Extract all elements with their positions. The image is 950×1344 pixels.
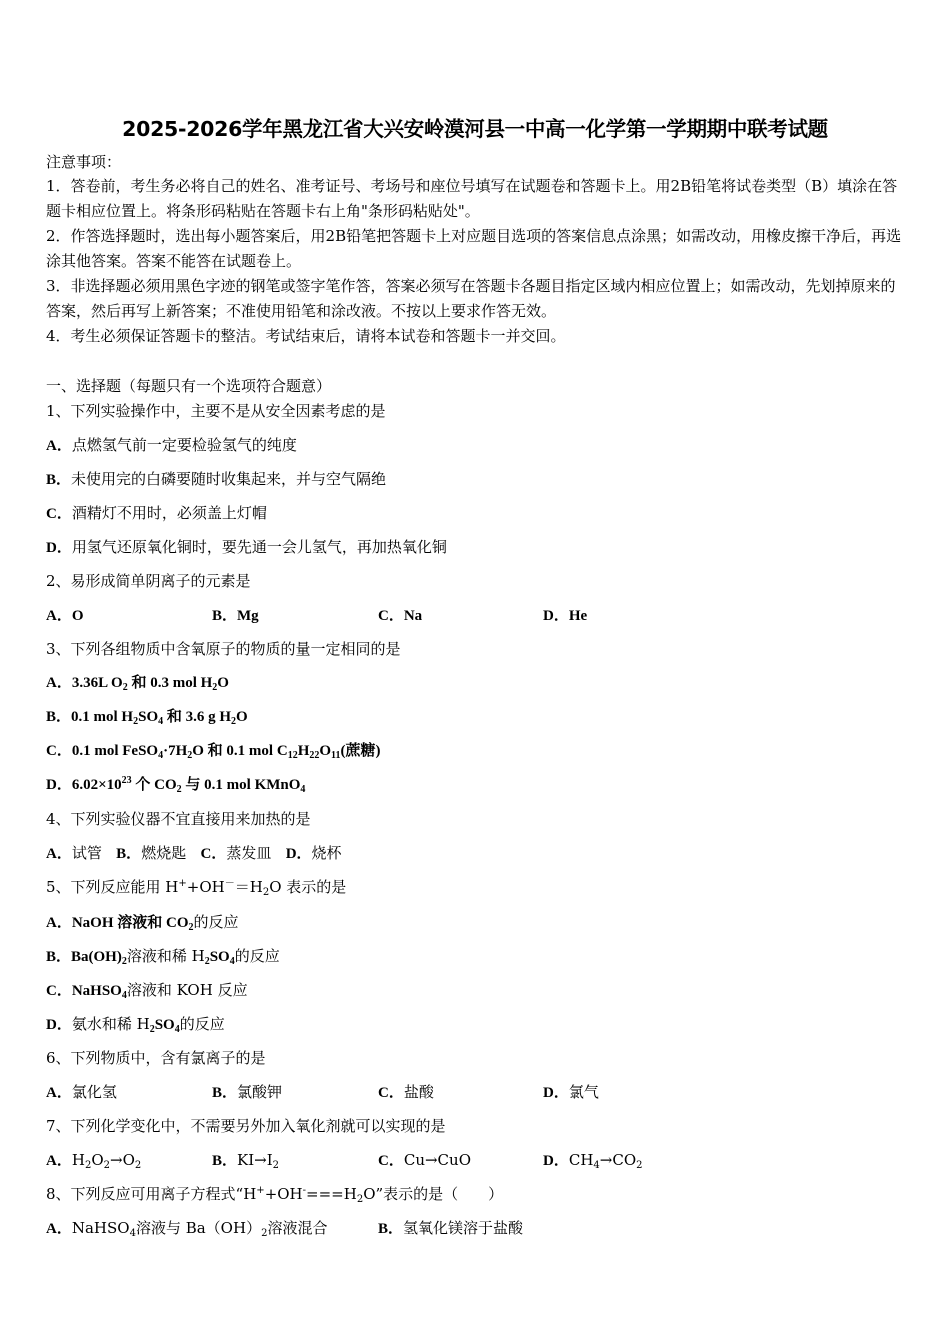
stem-text: O 表示的是: [269, 878, 347, 896]
question-5-stem: [46, 877, 346, 897]
formula-text: 3.36L O: [71, 675, 123, 691]
question-2-option-a: [46, 605, 84, 626]
question-6-option-c: [378, 1082, 434, 1103]
option-label: D．: [543, 608, 569, 624]
question-4-stem: 4、下列实验仪器不宜直接用来加热的是: [46, 810, 311, 828]
subscript: 2: [212, 682, 218, 693]
stem-text: +OH: [264, 1185, 303, 1203]
formula-text: 6.02×10: [71, 777, 122, 793]
question-2-option-d: [543, 605, 587, 626]
question-8-stem: [46, 1184, 503, 1204]
subscript: 2: [356, 1194, 364, 1205]
stem-text: 5、下列反应能用 H: [46, 878, 179, 896]
formula-text: KI→I: [237, 1151, 273, 1169]
question-7-option-d: [543, 1150, 643, 1171]
subscript: 2: [636, 1160, 643, 1171]
formula-text: Ba(OH): [71, 949, 122, 965]
superscript: －: [224, 878, 235, 889]
option-text: 烧杯: [311, 844, 342, 862]
formula-text: NaHSO: [71, 1219, 130, 1237]
option-text: 氯气: [568, 1083, 599, 1101]
option-label: A．: [46, 1221, 72, 1237]
formula-text: CH: [568, 1151, 594, 1169]
option-text: Na: [403, 608, 423, 624]
subscript: 2: [176, 784, 182, 795]
stem-text: 8、下列反应可用离子方程式“H: [46, 1185, 257, 1203]
page-title: 2025-2026学年黑龙江省大兴安岭漠河县一中高一化学第一学期期中联考试题: [122, 117, 828, 141]
question-7-option-c: [378, 1150, 471, 1171]
question-1-stem: 1、下列实验操作中，主要不是从安全因素考虑的是: [46, 402, 386, 420]
option-text: 的反应: [234, 947, 280, 965]
question-1-option-b: [46, 469, 386, 490]
option-label: C．: [46, 506, 72, 522]
option-text: 用氢气还原氧化铜时，要先通一会儿氢气，再加热氧化铜: [71, 538, 447, 556]
option-label: B．: [116, 846, 142, 862]
question-8-option-a: [46, 1218, 327, 1239]
superscript: +: [178, 878, 187, 889]
option-label: A．: [46, 608, 72, 624]
subscript: 2: [121, 956, 127, 967]
option-label: C．: [378, 1153, 404, 1169]
option-label: B．: [46, 949, 72, 965]
option-label: D．: [543, 1085, 569, 1101]
section-heading: 一、选择题（每题只有一个选项符合题意）: [46, 377, 332, 395]
formula-text: →O: [110, 1151, 135, 1169]
formula-text: 个 CO: [131, 777, 177, 793]
option-label: A．: [46, 1153, 72, 1169]
option-label: A．: [46, 438, 72, 454]
formula-text: ·7H: [163, 743, 188, 759]
option-label: C．: [378, 608, 404, 624]
subscript: 2: [187, 750, 193, 761]
subscript: 4: [129, 1228, 136, 1239]
stem-text: ＝H: [234, 878, 263, 896]
subscript: 2: [134, 1160, 142, 1171]
option-text: 氯化氢: [71, 1083, 117, 1101]
note-4: 4．考生必须保证答题卡的整洁。考试结束后，请将本试卷和答题卡一并交回。: [46, 327, 566, 345]
subscript: 2: [204, 956, 210, 967]
stem-text: +OH: [186, 878, 225, 896]
formula-text: (蔗糖): [340, 743, 381, 759]
question-2-option-c: [378, 605, 422, 626]
option-label: A．: [46, 915, 72, 931]
question-5-option-b: [46, 946, 280, 967]
option-text: 燃烧匙: [141, 844, 187, 862]
option-text: 氨水和稀 H: [71, 1015, 150, 1033]
option-label: D．: [46, 777, 72, 793]
question-3-option-b: [46, 707, 248, 727]
note-1: 1．答卷前，考生务必将自己的姓名、准考证号、考场号和座位号填写在试题卷和答题卡上。用2B铅笔将试卷类型（B）填涂在答题卡相应位置上。将条形码粘贴在答题卡右上角"条形码粘贴处"。: [46, 177, 898, 220]
question-5-option-c: [46, 980, 248, 1001]
formula-text: O: [217, 675, 229, 691]
subscript: 2: [272, 1160, 280, 1171]
question-6-option-a: [46, 1082, 117, 1103]
question-1-option-c: [46, 503, 267, 524]
formula-text: O: [91, 1151, 104, 1169]
stem-text: O”表示的是（ ）: [363, 1185, 504, 1203]
formula-text: 0.1 mol FeSO: [71, 743, 159, 759]
question-1-option-a: [46, 435, 297, 456]
question-3-option-c: [46, 741, 380, 761]
option-label: B．: [378, 1221, 404, 1237]
formula-text: O: [319, 743, 332, 759]
subscript: 12: [287, 750, 298, 761]
option-text: 的反应: [193, 913, 239, 931]
stem-text: ===H: [306, 1185, 357, 1203]
subscript: 2: [261, 1228, 268, 1239]
option-label: C．: [200, 846, 227, 862]
subscript: 4: [593, 1160, 600, 1171]
formula-text: Cu→CuO: [403, 1151, 471, 1169]
question-3-stem: 3、下列各组物质中含氧原子的物质的量一定相同的是: [46, 640, 401, 658]
option-text: 氯酸钾: [237, 1083, 283, 1101]
question-7-stem: 7、下列化学变化中，不需要另外加入氧化剂就可以实现的是: [46, 1117, 446, 1135]
option-text: 溶液混合: [267, 1219, 328, 1237]
subscript: 2: [122, 682, 128, 693]
subscript: 2: [188, 922, 194, 933]
option-text: 溶液与 Ba（OH）: [135, 1219, 262, 1237]
subscript: 4: [300, 784, 306, 795]
subscript: 4: [229, 956, 235, 967]
option-text: Mg: [237, 608, 259, 624]
notes-heading: 注意事项：: [46, 153, 122, 171]
formula-text: 与 0.1 mol KMnO: [181, 777, 301, 793]
formula-text: SO: [209, 949, 230, 965]
option-text: 溶液和 KOH 反应: [126, 981, 248, 999]
formula-text: SO: [154, 1017, 175, 1033]
question-4-options: [46, 843, 342, 864]
option-label: B．: [212, 608, 238, 624]
option-text: 氢氧化镁溶于盐酸: [403, 1219, 524, 1237]
formula-text: NaOH 溶液和 CO: [71, 915, 189, 931]
subscript: 2: [103, 1160, 110, 1171]
subscript: 2: [149, 1024, 155, 1035]
option-text: O: [71, 608, 84, 624]
question-2-stem: 2、易形成简单阴离子的元素是: [46, 572, 251, 590]
question-2-option-b: [212, 605, 259, 626]
question-1-option-d: [46, 537, 447, 558]
formula-text: 和 0.3 mol H: [127, 675, 213, 691]
option-label: C．: [378, 1085, 404, 1101]
superscript: 23: [121, 775, 132, 786]
option-text: He: [568, 608, 588, 624]
option-text: 盐酸: [403, 1083, 434, 1101]
question-5-option-a: [46, 912, 239, 933]
option-label: D．: [543, 1153, 569, 1169]
subscript: 11: [331, 750, 341, 761]
option-label: B．: [46, 709, 72, 725]
option-label: B．: [212, 1085, 238, 1101]
option-text: 未使用完的白磷要随时收集起来，并与空气隔绝: [71, 470, 387, 488]
note-3: 3．非选择题必须用黑色字迹的钢笔或签字笔作答，答案必须写在答题卡各题目指定区域内相应位置上；如需改动，先划掉原来的答案，然后再写上新答案；不准使用铅笔和涂改液。不按以上要求作答无效。: [46, 277, 896, 320]
superscript: -: [302, 1185, 307, 1196]
formula-text: O: [236, 709, 248, 725]
subscript: 2: [262, 887, 270, 898]
option-label: C．: [46, 983, 72, 999]
subscript: 2: [133, 716, 139, 727]
formula-text: →CO: [599, 1151, 637, 1169]
question-6-option-d: [543, 1082, 599, 1103]
option-label: A．: [46, 1085, 72, 1101]
subscript: 4: [174, 1024, 180, 1035]
option-text: 酒精灯不用时，必须盖上灯帽: [71, 504, 267, 522]
option-label: D．: [46, 1017, 72, 1033]
subscript: 2: [231, 716, 237, 727]
option-text: 试管: [71, 844, 102, 862]
question-6-stem: 6、下列物质中，含有氯离子的是: [46, 1049, 266, 1067]
option-text: 点燃氢气前一定要检验氢气的纯度: [71, 436, 297, 454]
question-5-option-d: [46, 1014, 225, 1035]
option-text: 蒸发皿: [226, 844, 272, 862]
question-3-option-d: [46, 775, 305, 795]
subscript: 4: [121, 990, 127, 1001]
superscript: +: [256, 1185, 265, 1196]
option-label: D．: [285, 846, 312, 862]
subscript: 22: [309, 750, 320, 761]
formula-text: 和 3.6 g H: [163, 709, 232, 725]
formula-text: H: [297, 743, 310, 759]
question-3-option-a: [46, 673, 229, 693]
subscript: 2: [84, 1160, 92, 1171]
option-text: 的反应: [179, 1015, 225, 1033]
note-2: 2．作答选择题时，选出每小题答案后，用2B铅笔把答题卡上对应题目选项的答案信息点涂黑；如需改动，用橡皮擦干净后，再选涂其他答案。答案不能答在试题卷上。: [46, 227, 902, 270]
question-6-option-b: [212, 1082, 282, 1103]
question-8-option-b: [378, 1218, 523, 1239]
option-label: A．: [46, 675, 72, 691]
option-label: A．: [46, 846, 72, 862]
formula-text: SO: [138, 709, 159, 725]
option-label: B．: [46, 472, 72, 488]
option-text: 溶液和稀 H: [126, 947, 205, 965]
subscript: 4: [158, 750, 164, 761]
question-7-option-b: [212, 1150, 279, 1171]
formula-text: O 和 0.1 mol C: [192, 743, 288, 759]
subscript: 4: [158, 716, 164, 727]
formula-text: H: [71, 1151, 85, 1169]
option-label: B．: [212, 1153, 238, 1169]
formula-text: 0.1 mol H: [71, 709, 134, 725]
question-7-option-a: [46, 1150, 141, 1171]
formula-text: NaHSO: [71, 983, 122, 999]
option-label: C．: [46, 743, 72, 759]
option-label: D．: [46, 540, 72, 556]
